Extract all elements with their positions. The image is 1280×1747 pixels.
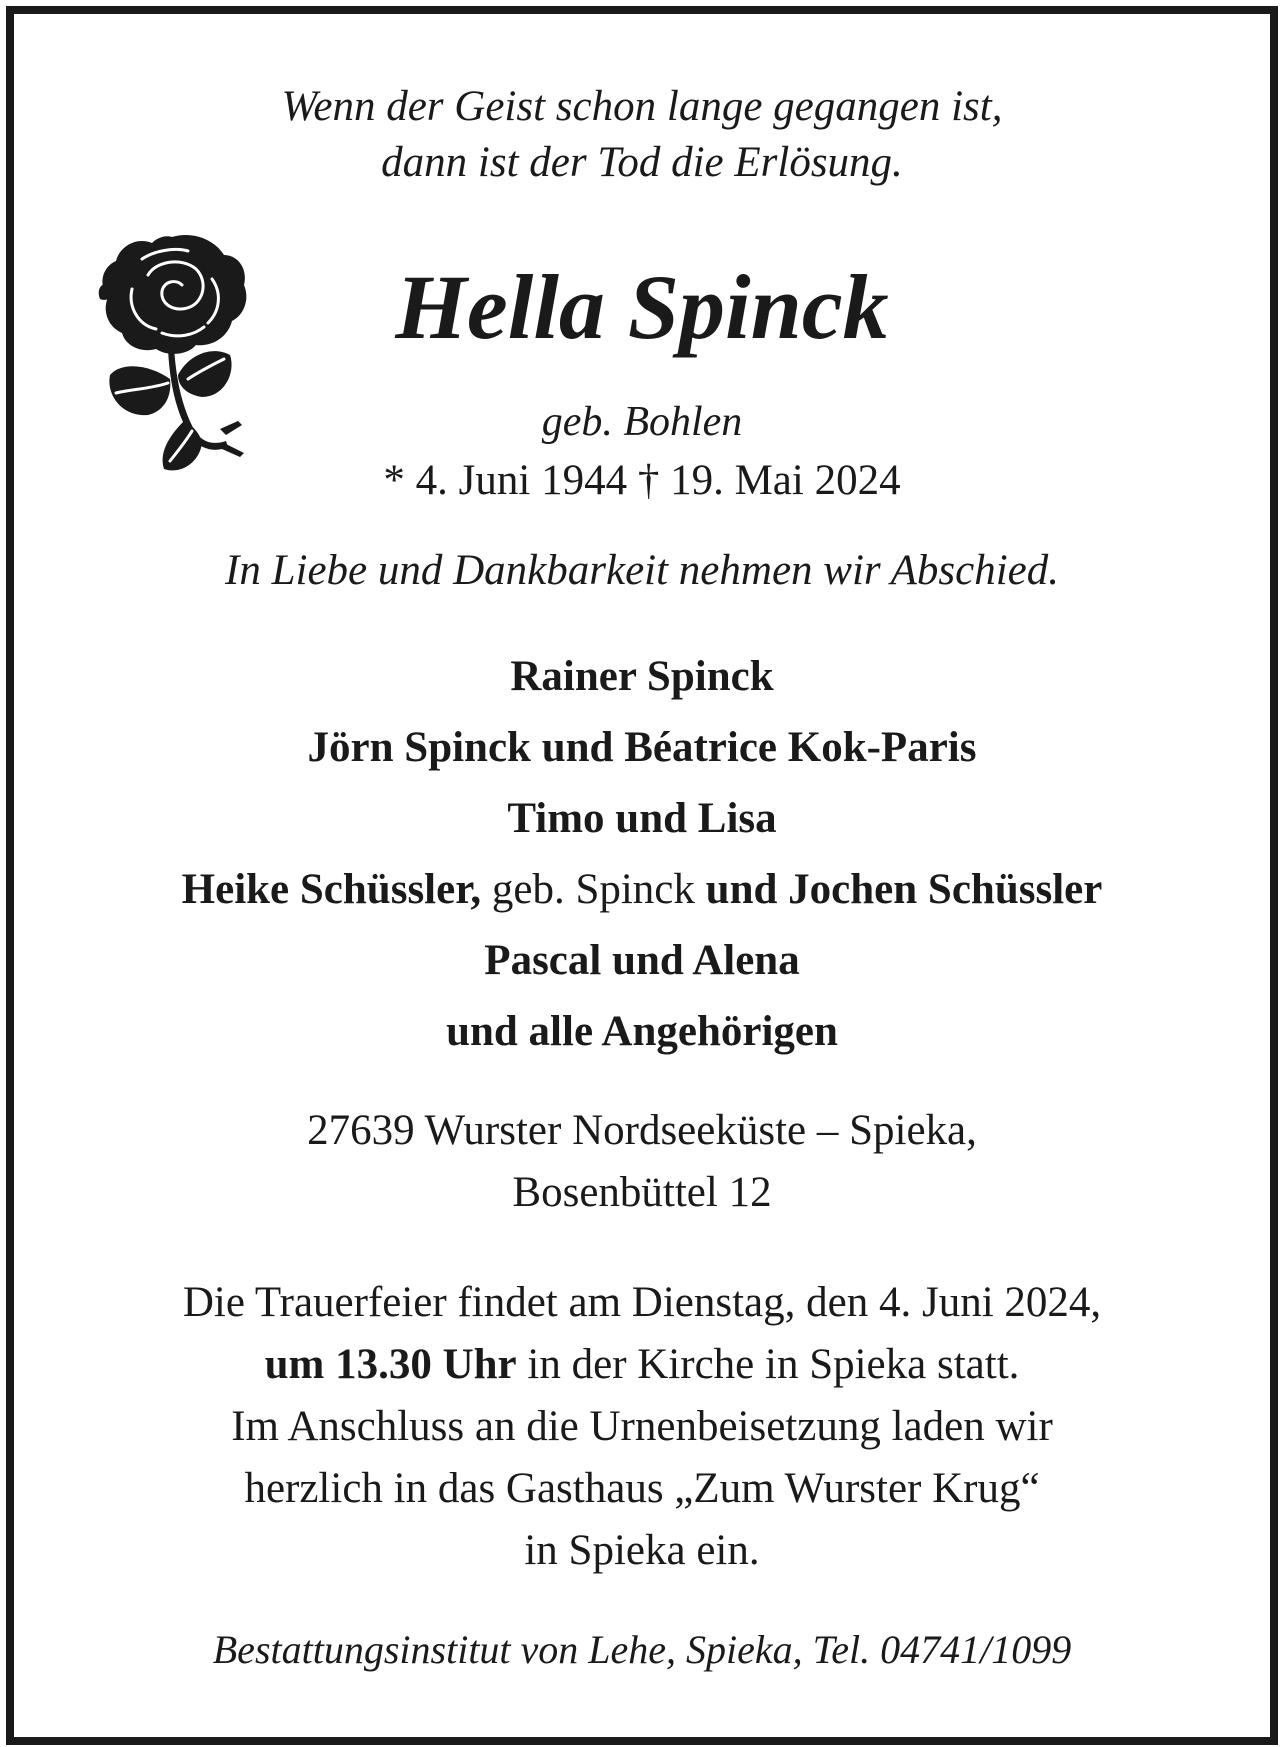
farewell-text: In Liebe und Dankbarkeit nehmen wir Abschied. [225, 547, 1059, 594]
mourner-line-4-birth-name: geb. Spinck [481, 866, 706, 913]
mourner-line-1: Rainer Spinck [510, 653, 774, 700]
mourner-line-4-name: Heike Schüssler, [181, 866, 482, 913]
mourner-line-4-partner: und Jochen Schüssler [705, 866, 1103, 913]
mourner-line-5: Pascal und Alena [484, 937, 800, 984]
undertaker-info: Bestattungsinstitut von Lehe, Spieka, Tel. 04741/1099 [212, 1627, 1072, 1672]
mourner-line-3: Timo und Lisa [507, 795, 777, 842]
mourner-line-4 [14, 865, 1270, 914]
service-time: um 13.30 Uhr [264, 1341, 517, 1388]
address-line-1: 27639 Wurster Nordseeküste – Spieka, [307, 1107, 977, 1154]
birth-name: geb. Bohlen [541, 399, 743, 445]
service-line-2 [14, 1340, 1270, 1389]
service-line-1: Die Trauerfeier findet am Dienstag, den 4. Juni 2024, [182, 1279, 1102, 1326]
deceased-name: Hella Spinck [395, 256, 889, 358]
service-location: in der Kirche in Spieka statt. [516, 1341, 1020, 1388]
address-line-2: Bosenbüttel 12 [512, 1169, 772, 1216]
life-dates: * 4. Juni 1944 † 19. Mai 2024 [383, 457, 901, 504]
mourner-line-2: Jörn Spinck und Béatrice Kok-Paris [307, 724, 977, 771]
service-line-4: herzlich in das Gasthaus „Zum Wurster Krug“ [244, 1465, 1040, 1512]
motto-line-1: Wenn der Geist schon lange gegangen ist, [281, 83, 1003, 130]
service-line-3: Im Anschluss an die Urnenbeisetzung laden wir [231, 1403, 1053, 1450]
mourner-line-6: und alle Angehörigen [446, 1008, 838, 1055]
service-line-5: in Spieka ein. [524, 1527, 760, 1574]
motto-line-2: dann ist der Tod die Erlösung. [381, 139, 903, 186]
obituary-notice [6, 6, 1278, 1745]
